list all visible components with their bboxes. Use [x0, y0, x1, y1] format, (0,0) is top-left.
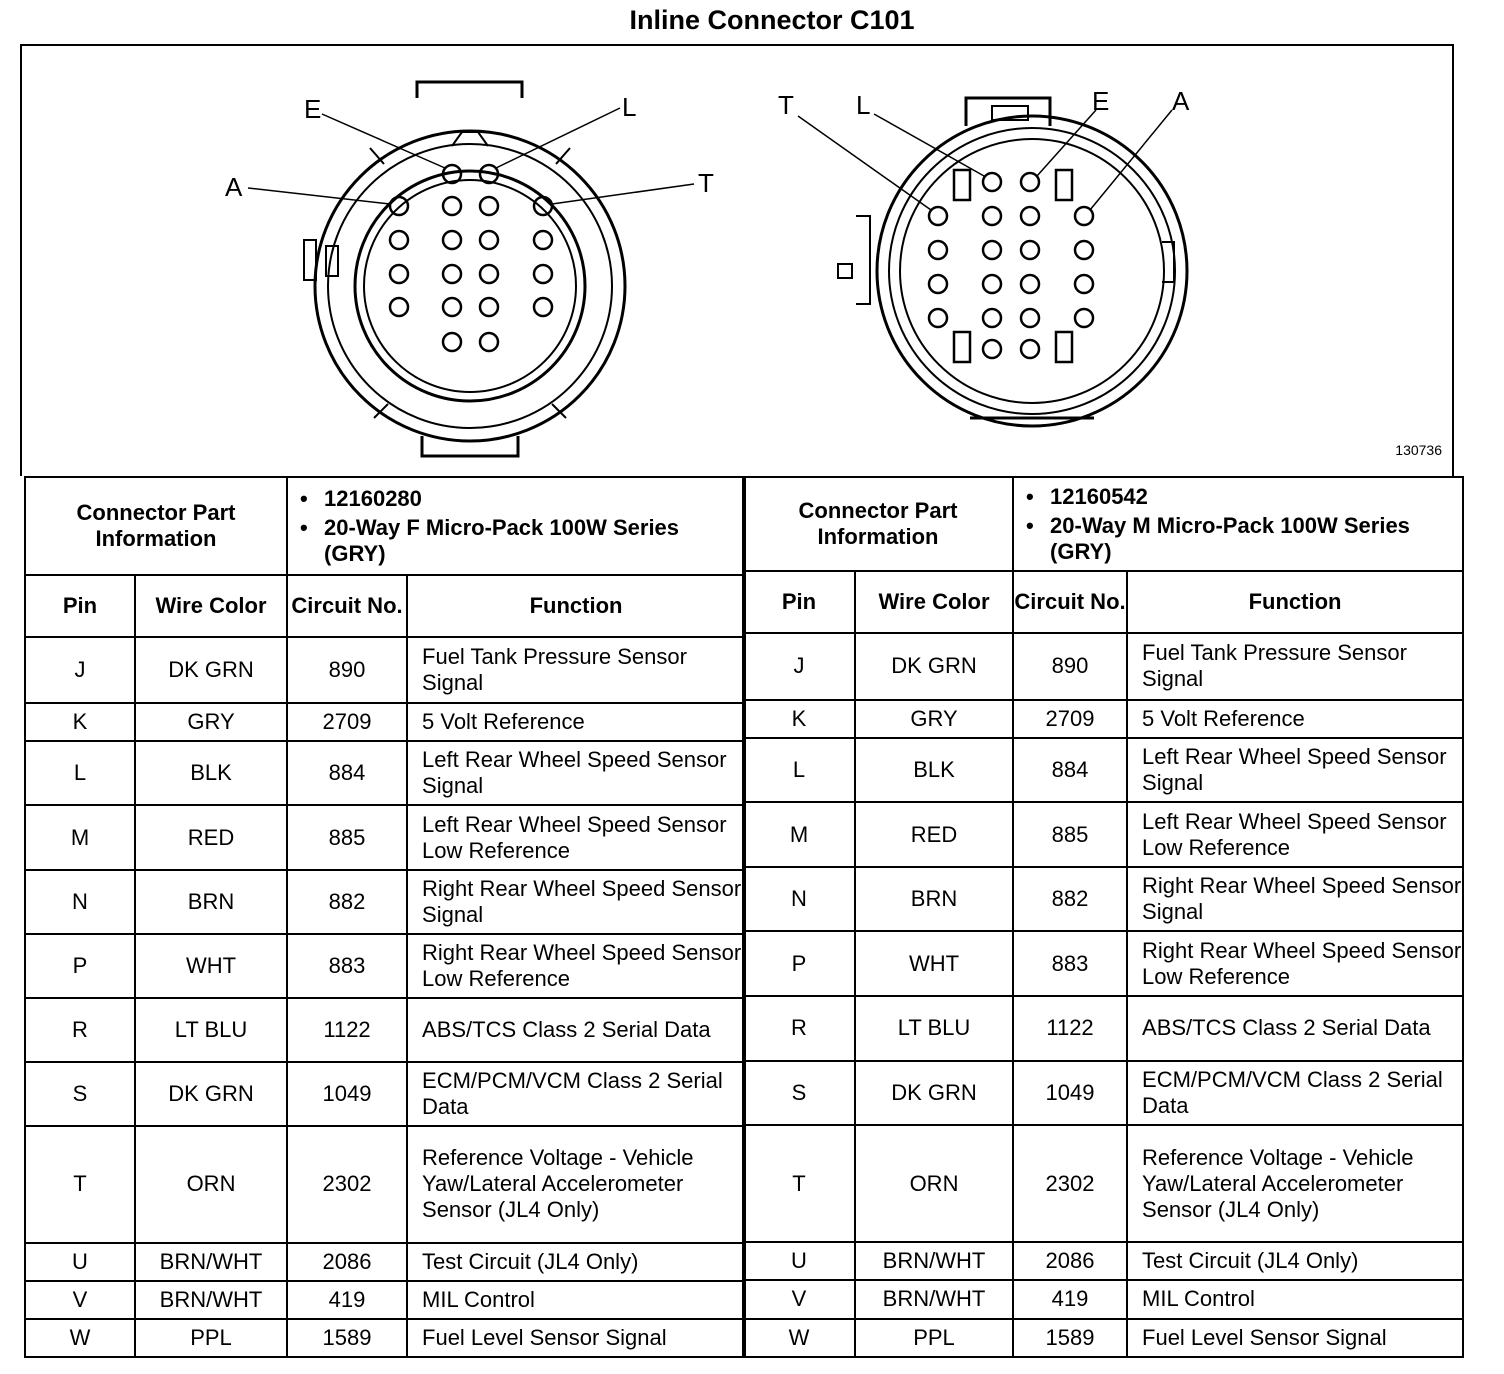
pin-cell: V [25, 1281, 135, 1319]
part-info-label: Connector Part Information [743, 477, 1013, 571]
male-pinout-table [742, 476, 1464, 1358]
circuit-cell: 2086 [287, 1243, 407, 1281]
circuit-cell: 1122 [287, 998, 407, 1062]
male-connector-drawing [798, 98, 1187, 426]
table-row [25, 934, 745, 998]
pin-cell: M [25, 805, 135, 869]
circuit-cell: 883 [1013, 931, 1127, 996]
female-callout-E: E [304, 94, 322, 124]
function-cell: ABS/TCS Class 2 Serial Data [407, 998, 745, 1062]
pin-cell: K [25, 703, 135, 741]
function-cell: Test Circuit (JL4 Only) [407, 1243, 745, 1281]
pin-cell: W [25, 1319, 135, 1357]
wire-color-cell: DK GRN [135, 1062, 287, 1126]
wire-color-cell: WHT [135, 934, 287, 998]
female-pinout-table [24, 476, 746, 1358]
circuit-cell: 2302 [1013, 1125, 1127, 1242]
wire-color-cell: GRY [135, 703, 287, 741]
wire-color-cell: ORN [855, 1125, 1013, 1242]
table-row [743, 996, 1463, 1061]
function-cell: Right Rear Wheel Speed Sensor Low Reference [1127, 931, 1463, 996]
wire-color-cell: BRN/WHT [855, 1242, 1013, 1280]
function-cell: Test Circuit (JL4 Only) [1127, 1242, 1463, 1280]
part-number: • 12160542 [1050, 484, 1462, 510]
function-cell: Fuel Tank Pressure Sensor Signal [407, 637, 745, 703]
circuit-cell: 1049 [287, 1062, 407, 1126]
wire-color-cell: BRN [855, 867, 1013, 932]
pin-cell: N [743, 867, 855, 932]
table-row [743, 700, 1463, 738]
wire-color-cell: BRN/WHT [135, 1243, 287, 1281]
pin-cell: M [743, 802, 855, 867]
function-cell: 5 Volt Reference [1127, 700, 1463, 738]
col-wire-color: Wire Color [135, 575, 287, 637]
table-row [25, 1126, 745, 1242]
pin-cell: R [743, 996, 855, 1061]
wire-color-cell: DK GRN [855, 633, 1013, 700]
wire-color-cell: BLK [855, 738, 1013, 803]
circuit-cell: 1589 [1013, 1319, 1127, 1357]
page-title: Inline Connector C101 [629, 5, 915, 35]
pin-cell: U [743, 1242, 855, 1280]
wire-color-cell: BRN/WHT [135, 1281, 287, 1319]
function-cell: Fuel Level Sensor Signal [407, 1319, 745, 1357]
pin-cell: N [25, 870, 135, 934]
function-cell: Reference Voltage - Vehicle Yaw/Lateral Accelerometer Sensor (JL4 Only) [1127, 1125, 1463, 1242]
figure-number: 130736 [1395, 442, 1442, 458]
connector-drawings [22, 46, 1456, 478]
function-cell: MIL Control [1127, 1280, 1463, 1318]
wire-color-cell: BRN [135, 870, 287, 934]
table-row [743, 1280, 1463, 1318]
wire-color-cell: BRN/WHT [855, 1280, 1013, 1318]
circuit-cell: 419 [287, 1281, 407, 1319]
pin-cell: P [25, 934, 135, 998]
circuit-cell: 2302 [287, 1126, 407, 1242]
circuit-cell: 1122 [1013, 996, 1127, 1061]
col-circuit: Circuit No. [287, 575, 407, 637]
function-cell: ECM/PCM/VCM Class 2 Serial Data [407, 1062, 745, 1126]
circuit-cell: 890 [1013, 633, 1127, 700]
pin-cell: J [743, 633, 855, 700]
male-callout-lines [798, 110, 1172, 210]
table-row [743, 633, 1463, 700]
table-row [25, 1281, 745, 1319]
pin-cell: L [25, 741, 135, 805]
part-info-row [25, 477, 745, 575]
function-cell: ECM/PCM/VCM Class 2 Serial Data [1127, 1061, 1463, 1126]
pin-rows [743, 633, 1463, 1357]
table-row [743, 1319, 1463, 1357]
wire-color-cell: DK GRN [855, 1061, 1013, 1126]
table-row [25, 870, 745, 934]
part-description: • 20-Way M Micro-Pack 100W Series (GRY) [1050, 513, 1462, 565]
circuit-cell: 2709 [287, 703, 407, 741]
part-description: • 20-Way F Micro-Pack 100W Series (GRY) [324, 515, 744, 567]
function-cell: Reference Voltage - Vehicle Yaw/Lateral Accelerometer Sensor (JL4 Only) [407, 1126, 745, 1242]
function-cell: Right Rear Wheel Speed Sensor Signal [1127, 867, 1463, 932]
table-row [743, 1061, 1463, 1126]
col-pin: Pin [25, 575, 135, 637]
function-cell: Fuel Level Sensor Signal [1127, 1319, 1463, 1357]
male-callout-E: E [1092, 86, 1110, 116]
table-row [743, 867, 1463, 932]
wire-color-cell: PPL [135, 1319, 287, 1357]
table-row [25, 741, 745, 805]
column-header-row [743, 571, 1463, 633]
pin-cell: T [743, 1125, 855, 1242]
table-row [25, 805, 745, 869]
pin-cell: V [743, 1280, 855, 1318]
table-row [743, 802, 1463, 867]
pin-rows [25, 637, 745, 1357]
female-callout-L: L [622, 92, 637, 122]
column-header-row [25, 575, 745, 637]
connector-diagram [20, 44, 1454, 476]
table-row [25, 1243, 745, 1281]
female-callout-A: A [225, 172, 243, 202]
circuit-cell: 882 [1013, 867, 1127, 932]
circuit-cell: 419 [1013, 1280, 1127, 1318]
male-callout-T: T [778, 90, 794, 120]
function-cell: Right Rear Wheel Speed Sensor Low Reference [407, 934, 745, 998]
table-row [743, 1242, 1463, 1280]
female-connector-drawing [248, 82, 694, 456]
pin-cell: W [743, 1319, 855, 1357]
wire-color-cell: RED [135, 805, 287, 869]
wire-color-cell: PPL [855, 1319, 1013, 1357]
pin-cell: T [25, 1126, 135, 1242]
function-cell: Left Rear Wheel Speed Sensor Signal [407, 741, 745, 805]
wire-color-cell: GRY [855, 700, 1013, 738]
col-wire-color: Wire Color [855, 571, 1013, 633]
function-cell: ABS/TCS Class 2 Serial Data [1127, 996, 1463, 1061]
part-info-row [743, 477, 1463, 571]
wire-color-cell: DK GRN [135, 637, 287, 703]
wire-color-cell: LT BLU [135, 998, 287, 1062]
table-row [25, 703, 745, 741]
pin-cell: L [743, 738, 855, 803]
pin-cell: P [743, 931, 855, 996]
pin-cell: R [25, 998, 135, 1062]
part-info-values [287, 477, 745, 575]
pin-cell: U [25, 1243, 135, 1281]
table-row [25, 1319, 745, 1357]
circuit-cell: 882 [287, 870, 407, 934]
pin-cell: K [743, 700, 855, 738]
function-cell: Left Rear Wheel Speed Sensor Low Reference [407, 805, 745, 869]
pin-cell: S [743, 1061, 855, 1126]
circuit-cell: 2086 [1013, 1242, 1127, 1280]
function-cell: Right Rear Wheel Speed Sensor Signal [407, 870, 745, 934]
wire-color-cell: LT BLU [855, 996, 1013, 1061]
circuit-cell: 1589 [287, 1319, 407, 1357]
circuit-cell: 885 [287, 805, 407, 869]
col-function: Function [1127, 571, 1463, 633]
function-cell: Left Rear Wheel Speed Sensor Low Reference [1127, 802, 1463, 867]
circuit-cell: 890 [287, 637, 407, 703]
table-row [25, 998, 745, 1062]
male-callout-L: L [856, 90, 871, 120]
function-cell: Fuel Tank Pressure Sensor Signal [1127, 633, 1463, 700]
part-info-label: Connector Part Information [25, 477, 287, 575]
pin-cell: J [25, 637, 135, 703]
table-row [743, 738, 1463, 803]
function-cell: 5 Volt Reference [407, 703, 745, 741]
function-cell: MIL Control [407, 1281, 745, 1319]
circuit-cell: 885 [1013, 802, 1127, 867]
male-callout-A: A [1172, 86, 1190, 116]
circuit-cell: 884 [1013, 738, 1127, 803]
circuit-cell: 884 [287, 741, 407, 805]
col-pin: Pin [743, 571, 855, 633]
col-function: Function [407, 575, 745, 637]
circuit-cell: 1049 [1013, 1061, 1127, 1126]
pin-cell: S [25, 1062, 135, 1126]
part-number: • 12160280 [324, 486, 744, 512]
circuit-cell: 2709 [1013, 700, 1127, 738]
wire-color-cell: ORN [135, 1126, 287, 1242]
table-row [25, 1062, 745, 1126]
female-pin-cavities [390, 165, 552, 351]
wire-color-cell: WHT [855, 931, 1013, 996]
table-row [743, 931, 1463, 996]
part-info-values [1013, 477, 1463, 571]
function-cell: Left Rear Wheel Speed Sensor Signal [1127, 738, 1463, 803]
female-callout-T: T [698, 168, 714, 198]
wire-color-cell: BLK [135, 741, 287, 805]
table-row [25, 637, 745, 703]
col-circuit: Circuit No. [1013, 571, 1127, 633]
table-row [743, 1125, 1463, 1242]
wire-color-cell: RED [855, 802, 1013, 867]
circuit-cell: 883 [287, 934, 407, 998]
